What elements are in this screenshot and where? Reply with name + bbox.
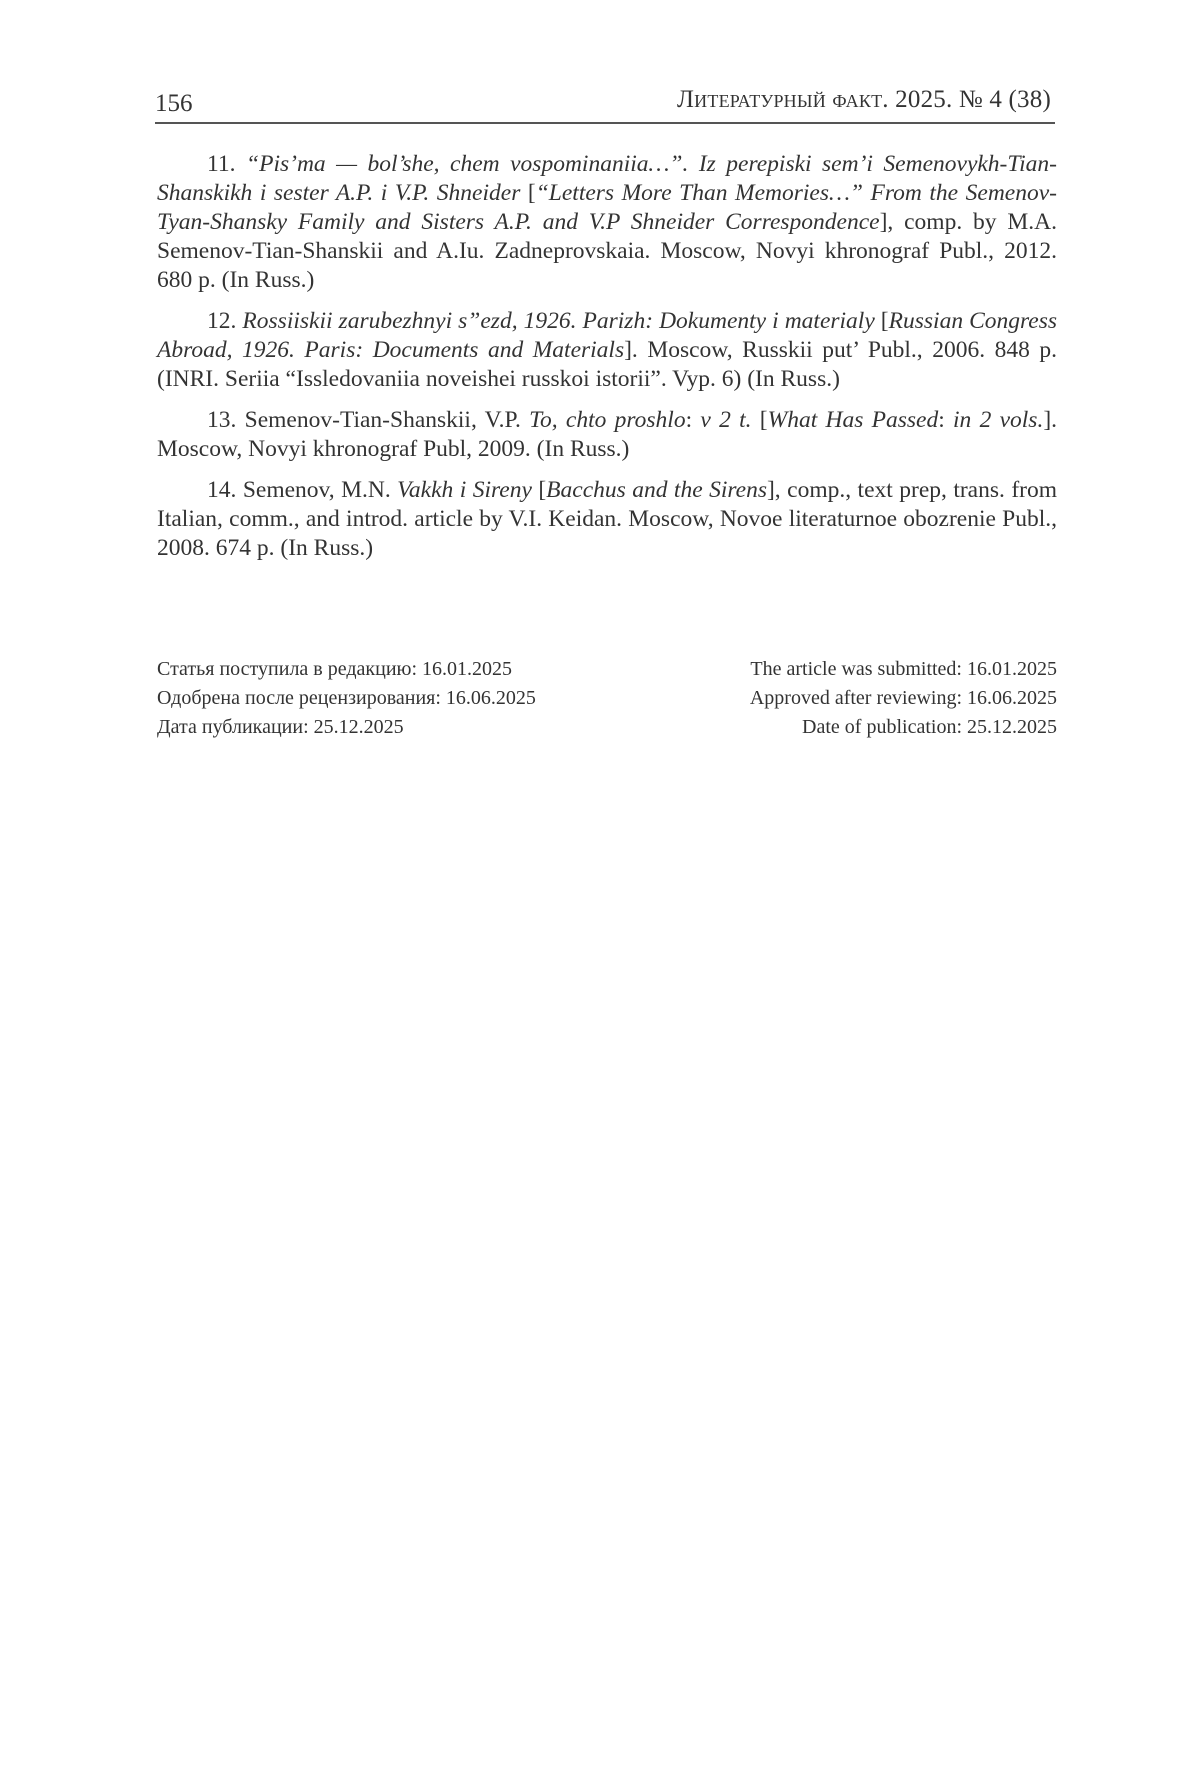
reference-entry-14 xyxy=(157,476,1057,563)
reference-title-transliterated: Vakkh i Sireny xyxy=(397,477,532,503)
reference-volumes-translated: in 2 vols. xyxy=(953,407,1044,433)
reference-number: 11. xyxy=(207,151,236,177)
reference-title-transliterated: Rossiiskii zarubezhnyi s”ezd, 1926. Parizh: Dokumenty i materialy xyxy=(242,308,875,334)
journal-title: Литературный факт. 2025. № 4 (38) xyxy=(677,86,1051,113)
reference-author: Semenov-Tian-Shanskii, V.P. xyxy=(244,407,530,433)
reference-number: 14. xyxy=(207,477,237,503)
running-head xyxy=(155,86,1055,124)
reference-text: : xyxy=(685,407,701,433)
reference-title-transliterated: To, chto proshlo xyxy=(529,407,686,433)
reference-entry-11 xyxy=(157,150,1057,295)
reference-entry-12 xyxy=(157,307,1057,394)
reference-title-translated: “Letters More Than Memories…” From the Semenov-Tyan-Shansky Family and Sisters A.P. and V.P Shneider Correspondence xyxy=(157,180,1057,235)
reference-text: ], comp. by M.A. Semenov-Tian-Shanskii and A.Iu. Zadneprovskaia. Moscow, Novyi khronograf Publ., 2012. 680 p. (In Russ.) xyxy=(157,209,1057,293)
reference-title-translated: Bacchus and the Sirens xyxy=(546,477,767,503)
date-row-published xyxy=(157,713,1057,742)
reference-text: [ xyxy=(874,308,889,334)
reference-text: [ xyxy=(520,180,536,206)
publication-date-en: Date of publication: 25.12.2025 xyxy=(802,716,1057,738)
submitted-date-en: The article was submitted: 16.01.2025 xyxy=(750,658,1057,680)
reference-list xyxy=(157,150,1057,575)
approved-date-en: Approved after reviewing: 16.06.2025 xyxy=(749,687,1057,709)
reference-title-transliterated: “Pis’ma — bol’she, chem vospominaniia…”. Iz perepiski sem’i Semenovykh-Tian-Shanskikh i sester A.P. i V.P. Shneider xyxy=(157,151,1058,206)
reference-title-translated: What Has Passed xyxy=(767,407,939,433)
reference-text: ]. Moscow, Russkii put’ Publ., 2006. 848 p. (INRI. Seriia “Issledovaniia noveishei russkoi istorii”. Vyp. 6) (In Russ.) xyxy=(157,337,1057,392)
article-dates xyxy=(157,655,1057,742)
page-number: 156 xyxy=(155,90,193,117)
reference-volumes-transliterated: v 2 t. xyxy=(700,407,752,433)
reference-author: Semenov, M.N. xyxy=(242,477,398,503)
reference-text: ]. Moscow, Novyi khronograf Publ, 2009. (In Russ.) xyxy=(157,407,1058,462)
date-row-submitted xyxy=(157,655,1057,684)
publication-date-ru: Дата публикации: 25.12.2025 xyxy=(157,716,404,738)
reference-text: ], comp., text prep, trans. from Italian, comm., and introd. article by V.I. Keidan. Moscow, Novoe literaturnoe obozrenie Publ., 2008. 674 p. (In Russ.) xyxy=(157,477,1058,561)
reference-number: 13. xyxy=(207,407,237,433)
reference-text: : xyxy=(938,407,954,433)
reference-entry-13 xyxy=(157,406,1057,464)
reference-text: [ xyxy=(531,477,547,503)
reference-text: [ xyxy=(751,407,768,433)
approved-date-ru: Одобрена после рецензирования: 16.06.2025 xyxy=(157,687,536,709)
submitted-date-ru: Статья поступила в редакцию: 16.01.2025 xyxy=(157,658,513,680)
reference-title-translated: Russian Congress Abroad, 1926. Paris: Documents and Materials xyxy=(157,308,1058,363)
date-row-approved xyxy=(157,684,1057,713)
reference-number: 12. xyxy=(207,308,237,334)
